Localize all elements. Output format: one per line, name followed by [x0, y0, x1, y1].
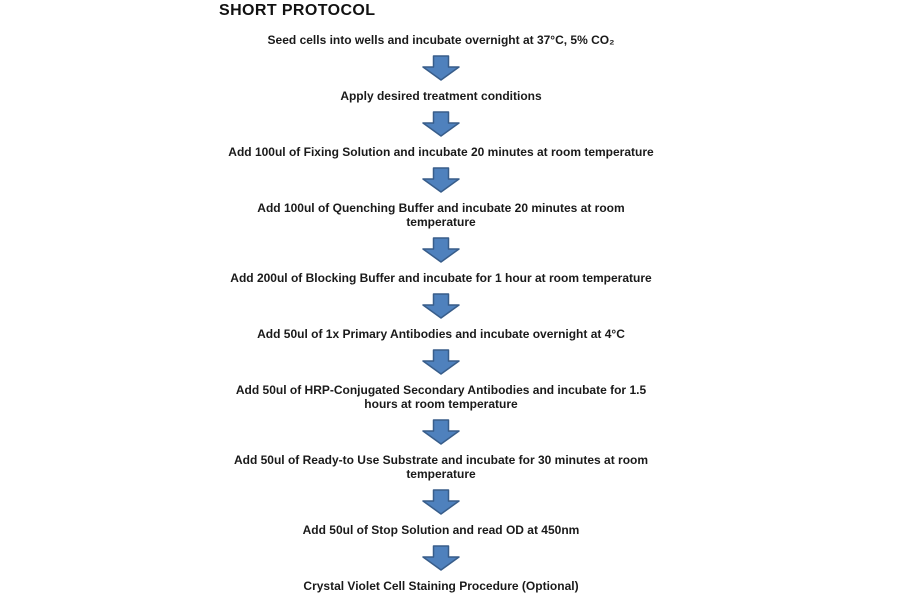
step-line: Add 50ul of 1x Primary Antibodies and incubate overnight at 4°C — [257, 327, 625, 341]
down-arrow-icon — [422, 419, 460, 445]
step-line: Crystal Violet Cell Staining Procedure (Optional) — [303, 579, 579, 593]
down-arrow-icon — [422, 489, 460, 515]
flow-step-7 — [236, 383, 646, 411]
flow-step-6 — [257, 327, 625, 341]
step-line: Add 100ul of Fixing Solution and incubate 20 minutes at room temperature — [228, 145, 654, 159]
flow-step-10 — [303, 579, 578, 593]
flow-step-2 — [340, 89, 541, 103]
down-arrow-icon — [422, 545, 460, 571]
step-line: hours at room temperature — [364, 397, 518, 411]
flow-step-9 — [303, 523, 580, 537]
step-line: Add 100ul of Quenching Buffer and incubate 20 minutes at room — [257, 201, 625, 215]
step-line: Add 50ul of Ready-to Use Substrate and incubate for 30 minutes at room — [233, 453, 649, 467]
down-arrow-icon — [422, 237, 460, 263]
flow-step-5 — [230, 271, 651, 285]
down-arrow-icon — [422, 293, 460, 319]
flow-step-3 — [228, 145, 653, 159]
down-arrow-icon — [422, 349, 460, 375]
down-arrow-icon — [422, 111, 460, 137]
flow-step-8 — [234, 453, 648, 481]
step-line: Apply desired treatment conditions — [340, 89, 542, 103]
down-arrow-icon — [422, 167, 460, 193]
page-title: SHORT PROTOCOL — [219, 2, 376, 19]
step-line: Add 200ul of Blocking Buffer and incubate for 1 hour at room temperature — [230, 271, 652, 285]
protocol-flowchart — [196, 33, 686, 593]
step-line: Seed cells into wells and incubate overnight at 37°C, 5% CO₂ — [267, 33, 615, 47]
flow-step-4 — [257, 201, 624, 229]
step-line: temperature — [406, 215, 476, 229]
down-arrow-icon — [422, 55, 460, 81]
flow-step-1 — [268, 33, 615, 47]
step-line: Add 50ul of HRP-Conjugated Secondary Antibodies and incubate for 1.5 — [235, 383, 647, 397]
step-line: Add 50ul of Stop Solution and read OD at 450nm — [302, 523, 580, 537]
step-line: temperature — [406, 467, 476, 481]
